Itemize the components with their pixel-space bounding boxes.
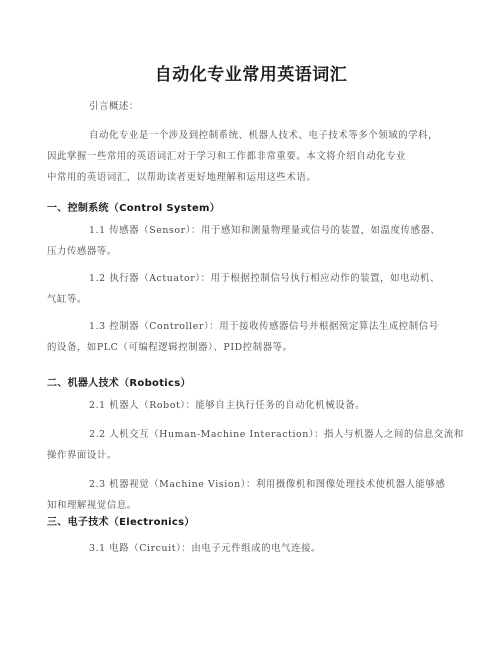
item-line: 知和理解视觉信息。	[47, 500, 137, 511]
section-item	[47, 474, 457, 516]
intro-label-paragraph	[47, 96, 457, 117]
document-title: 自动化专业常用英语词汇	[154, 65, 348, 85]
section-item	[47, 220, 457, 262]
section-item	[47, 316, 457, 358]
item-line: 1.1 传感器（Sensor）：用于感知和测量物理量或信号的装置，如温度传感器、	[89, 225, 441, 236]
intro-line: 中常用的英语词汇，以帮助读者更好地理解和运用这些术语。	[47, 172, 317, 183]
item-line: 1.3 控制器（Controller）：用于接收传感器信号并根据预定算法生成控制信号	[89, 321, 439, 332]
item-line: 2.1 机器人（Robot）：能够自主执行任务的自动化机械设备。	[89, 400, 366, 411]
item-line: 的设备，如PLC（可编程逻辑控制器）、PID控制器等。	[47, 342, 293, 353]
section-item	[47, 424, 464, 466]
item-line: 3.1 电路（Circuit）：由电子元件组成的电气连接。	[89, 543, 322, 554]
section-item	[47, 268, 457, 310]
item-line: 压力传感器等。	[47, 246, 117, 257]
section-heading: 三、电子技术（Electronics）	[47, 517, 195, 528]
section-heading: 二、机器人技术（Robotics）	[47, 378, 191, 389]
section-item	[47, 395, 457, 416]
item-line: 1.2 执行器（Actuator）：用于根据控制信号执行相应动作的装置，如电动机、	[89, 273, 440, 284]
section-heading: 一、控制系统（Control System）	[47, 203, 221, 214]
item-line: 2.2 人机交互（Human-Machine Interaction）：指人与机器人之间的信息交流和	[89, 429, 464, 440]
item-line: 2.3 机器视觉（Machine Vision）：利用摄像机和图像处理技术使机器人能够感	[89, 479, 446, 490]
intro-paragraph	[47, 125, 457, 188]
item-line: 气缸等。	[47, 294, 87, 305]
intro-label: 引言概述：	[89, 101, 139, 112]
intro-line: 自动化专业是一个涉及到控制系统、机器人技术、电子技术等多个领域的学科，	[89, 130, 439, 141]
section-item	[47, 538, 457, 559]
intro-line: 因此掌握一些常用的英语词汇对于学习和工作都非常重要。本文将介绍自动化专业	[47, 151, 407, 162]
item-line: 操作界面设计。	[47, 450, 117, 461]
